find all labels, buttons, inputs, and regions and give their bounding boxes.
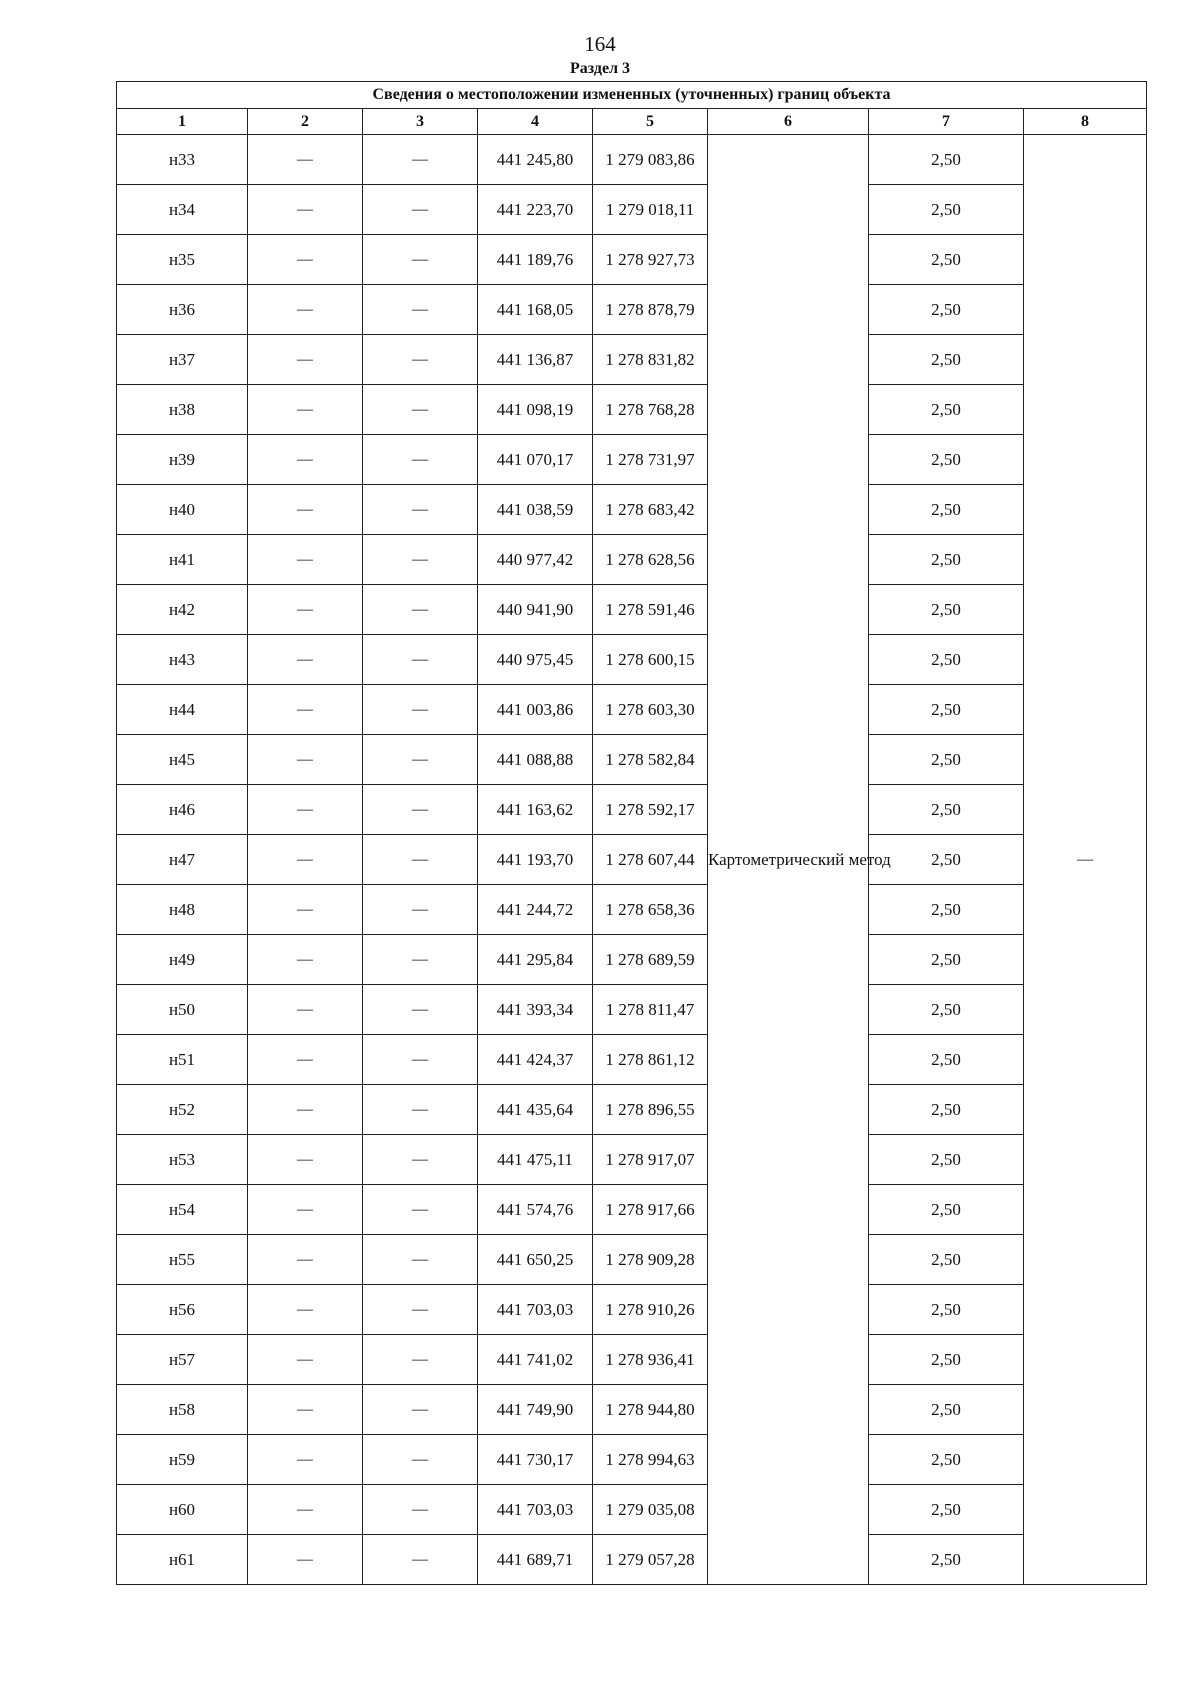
accuracy-cell: 2,50 <box>869 1285 1024 1335</box>
column-2-cell: — <box>248 1285 363 1335</box>
column-3-cell: — <box>363 1185 478 1235</box>
accuracy-cell: 2,50 <box>869 1435 1024 1485</box>
table-row <box>117 1485 1147 1535</box>
point-cell: н39 <box>117 435 248 485</box>
table-row <box>117 1335 1147 1385</box>
y-coordinate-cell: 1 278 927,73 <box>593 235 708 285</box>
y-coordinate-cell: 1 279 018,11 <box>593 185 708 235</box>
table-row <box>117 235 1147 285</box>
accuracy-cell: 2,50 <box>869 1485 1024 1535</box>
y-coordinate-cell: 1 278 603,30 <box>593 685 708 735</box>
table-row <box>117 985 1147 1035</box>
column-number-row <box>117 109 1147 135</box>
column-2-cell: — <box>248 635 363 685</box>
column-2-cell: — <box>248 1435 363 1485</box>
point-cell: н61 <box>117 1535 248 1585</box>
point-cell: н54 <box>117 1185 248 1235</box>
column-2-cell: — <box>248 185 363 235</box>
y-coordinate-cell: 1 278 683,42 <box>593 485 708 535</box>
accuracy-cell: 2,50 <box>869 1035 1024 1085</box>
y-coordinate-cell: 1 278 878,79 <box>593 285 708 335</box>
column-number-8: 8 <box>1024 109 1147 135</box>
column-2-cell: — <box>248 385 363 435</box>
accuracy-cell: 2,50 <box>869 385 1024 435</box>
column-3-cell: — <box>363 535 478 585</box>
point-cell: н48 <box>117 885 248 935</box>
column-2-cell: — <box>248 435 363 485</box>
column-2-cell: — <box>248 1385 363 1435</box>
point-cell: н38 <box>117 385 248 435</box>
table-row <box>117 1185 1147 1235</box>
point-cell: н44 <box>117 685 248 735</box>
column-2-cell: — <box>248 535 363 585</box>
x-coordinate-cell: 441 098,19 <box>478 385 593 435</box>
x-coordinate-cell: 441 424,37 <box>478 1035 593 1085</box>
y-coordinate-cell: 1 279 083,86 <box>593 135 708 185</box>
column-3-cell: — <box>363 1485 478 1535</box>
column-3-cell: — <box>363 1435 478 1485</box>
accuracy-cell: 2,50 <box>869 335 1024 385</box>
column-2-cell: — <box>248 235 363 285</box>
y-coordinate-cell: 1 278 658,36 <box>593 885 708 935</box>
table-row <box>117 185 1147 235</box>
column-3-cell: — <box>363 1135 478 1185</box>
x-coordinate-cell: 441 703,03 <box>478 1285 593 1335</box>
page-number: 164 <box>584 32 616 56</box>
point-cell: н52 <box>117 1085 248 1135</box>
accuracy-cell: 2,50 <box>869 485 1024 535</box>
accuracy-cell: 2,50 <box>869 185 1024 235</box>
table-body <box>117 135 1147 1585</box>
y-coordinate-cell: 1 278 936,41 <box>593 1335 708 1385</box>
table-row <box>117 1085 1147 1135</box>
y-coordinate-cell: 1 278 861,12 <box>593 1035 708 1085</box>
column-2-cell: — <box>248 885 363 935</box>
accuracy-cell: 2,50 <box>869 1235 1024 1285</box>
table-row <box>117 635 1147 685</box>
column-3-cell: — <box>363 1235 478 1285</box>
x-coordinate-cell: 441 070,17 <box>478 435 593 485</box>
column-3-cell: — <box>363 185 478 235</box>
accuracy-cell: 2,50 <box>869 1135 1024 1185</box>
x-coordinate-cell: 441 650,25 <box>478 1235 593 1285</box>
point-cell: н34 <box>117 185 248 235</box>
table-row <box>117 135 1147 185</box>
point-cell: н60 <box>117 1485 248 1535</box>
x-coordinate-cell: 441 689,71 <box>478 1535 593 1585</box>
point-cell: н58 <box>117 1385 248 1435</box>
x-coordinate-cell: 440 941,90 <box>478 585 593 635</box>
column-2-cell: — <box>248 685 363 735</box>
x-coordinate-cell: 441 475,11 <box>478 1135 593 1185</box>
accuracy-cell: 2,50 <box>869 735 1024 785</box>
point-cell: н47 <box>117 835 248 885</box>
x-coordinate-cell: 441 193,70 <box>478 835 593 885</box>
y-coordinate-cell: 1 278 944,80 <box>593 1385 708 1435</box>
column-2-cell: — <box>248 135 363 185</box>
table-row <box>117 735 1147 785</box>
boundary-coordinates-table <box>116 81 1147 1585</box>
accuracy-cell: 2,50 <box>869 1085 1024 1135</box>
column-3-cell: — <box>363 485 478 535</box>
point-cell: н53 <box>117 1135 248 1185</box>
accuracy-cell: 2,50 <box>869 135 1024 185</box>
table-row <box>117 535 1147 585</box>
y-coordinate-cell: 1 278 600,15 <box>593 635 708 685</box>
table-row <box>117 1035 1147 1085</box>
column-2-cell: — <box>248 1035 363 1085</box>
y-coordinate-cell: 1 278 628,56 <box>593 535 708 585</box>
y-coordinate-cell: 1 278 994,63 <box>593 1435 708 1485</box>
column-number-7: 7 <box>869 109 1024 135</box>
column-3-cell: — <box>363 935 478 985</box>
column-3-cell: — <box>363 235 478 285</box>
y-coordinate-cell: 1 278 607,44 <box>593 835 708 885</box>
accuracy-cell: 2,50 <box>869 535 1024 585</box>
x-coordinate-cell: 441 168,05 <box>478 285 593 335</box>
point-cell: н59 <box>117 1435 248 1485</box>
column-3-cell: — <box>363 1285 478 1335</box>
table-row <box>117 335 1147 385</box>
x-coordinate-cell: 441 730,17 <box>478 1435 593 1485</box>
column-8-cell: — <box>1024 135 1147 1585</box>
point-cell: н33 <box>117 135 248 185</box>
x-coordinate-cell: 441 749,90 <box>478 1385 593 1435</box>
point-cell: н51 <box>117 1035 248 1085</box>
x-coordinate-cell: 441 295,84 <box>478 935 593 985</box>
column-3-cell: — <box>363 335 478 385</box>
y-coordinate-cell: 1 278 896,55 <box>593 1085 708 1135</box>
accuracy-cell: 2,50 <box>869 1335 1024 1385</box>
table-row <box>117 585 1147 635</box>
accuracy-cell: 2,50 <box>869 635 1024 685</box>
column-2-cell: — <box>248 985 363 1035</box>
y-coordinate-cell: 1 279 035,08 <box>593 1485 708 1535</box>
method-cell: Картометрический метод <box>708 135 869 1585</box>
column-2-cell: — <box>248 935 363 985</box>
point-cell: н50 <box>117 985 248 1035</box>
column-3-cell: — <box>363 135 478 185</box>
column-2-cell: — <box>248 1485 363 1535</box>
table-row <box>117 885 1147 935</box>
table-row <box>117 935 1147 985</box>
accuracy-cell: 2,50 <box>869 1185 1024 1235</box>
column-3-cell: — <box>363 1085 478 1135</box>
accuracy-cell: 2,50 <box>869 835 1024 885</box>
accuracy-cell: 2,50 <box>869 685 1024 735</box>
accuracy-cell: 2,50 <box>869 235 1024 285</box>
y-coordinate-cell: 1 278 909,28 <box>593 1235 708 1285</box>
point-cell: н49 <box>117 935 248 985</box>
x-coordinate-cell: 441 245,80 <box>478 135 593 185</box>
table-row <box>117 485 1147 535</box>
point-cell: н35 <box>117 235 248 285</box>
y-coordinate-cell: 1 278 689,59 <box>593 935 708 985</box>
x-coordinate-cell: 441 703,03 <box>478 1485 593 1535</box>
table-row <box>117 385 1147 435</box>
column-2-cell: — <box>248 285 363 335</box>
column-3-cell: — <box>363 435 478 485</box>
x-coordinate-cell: 440 977,42 <box>478 535 593 585</box>
column-number-4: 4 <box>478 109 593 135</box>
y-coordinate-cell: 1 278 910,26 <box>593 1285 708 1335</box>
column-number-2: 2 <box>248 109 363 135</box>
table-row <box>117 1385 1147 1435</box>
table-row <box>117 785 1147 835</box>
accuracy-cell: 2,50 <box>869 1535 1024 1585</box>
point-cell: н46 <box>117 785 248 835</box>
column-number-3: 3 <box>363 109 478 135</box>
table-caption: Сведения о местоположении измененных (уточненных) границ объекта <box>117 82 1147 109</box>
column-3-cell: — <box>363 1335 478 1385</box>
column-2-cell: — <box>248 735 363 785</box>
column-3-cell: — <box>363 1035 478 1085</box>
column-2-cell: — <box>248 1335 363 1385</box>
column-number-5: 5 <box>593 109 708 135</box>
column-2-cell: — <box>248 1235 363 1285</box>
accuracy-cell: 2,50 <box>869 285 1024 335</box>
point-cell: н36 <box>117 285 248 335</box>
column-2-cell: — <box>248 585 363 635</box>
table-row <box>117 435 1147 485</box>
table-row <box>117 1235 1147 1285</box>
point-cell: н55 <box>117 1235 248 1285</box>
column-3-cell: — <box>363 385 478 435</box>
column-2-cell: — <box>248 485 363 535</box>
y-coordinate-cell: 1 278 811,47 <box>593 985 708 1035</box>
y-coordinate-cell: 1 278 917,66 <box>593 1185 708 1235</box>
column-number-6: 6 <box>708 109 869 135</box>
accuracy-cell: 2,50 <box>869 785 1024 835</box>
point-cell: н45 <box>117 735 248 785</box>
column-3-cell: — <box>363 285 478 335</box>
table-row <box>117 835 1147 885</box>
column-3-cell: — <box>363 735 478 785</box>
column-3-cell: — <box>363 685 478 735</box>
y-coordinate-cell: 1 278 831,82 <box>593 335 708 385</box>
x-coordinate-cell: 441 393,34 <box>478 985 593 1035</box>
section-title: Раздел 3 <box>569 60 631 77</box>
table-row <box>117 1535 1147 1585</box>
column-2-cell: — <box>248 1535 363 1585</box>
column-3-cell: — <box>363 1385 478 1435</box>
y-coordinate-cell: 1 279 057,28 <box>593 1535 708 1585</box>
column-3-cell: — <box>363 635 478 685</box>
point-cell: н43 <box>117 635 248 685</box>
column-3-cell: — <box>363 585 478 635</box>
column-2-cell: — <box>248 785 363 835</box>
x-coordinate-cell: 441 574,76 <box>478 1185 593 1235</box>
point-cell: н57 <box>117 1335 248 1385</box>
x-coordinate-cell: 441 088,88 <box>478 735 593 785</box>
column-3-cell: — <box>363 785 478 835</box>
point-cell: н37 <box>117 335 248 385</box>
table-caption-row <box>117 82 1147 109</box>
table-row <box>117 685 1147 735</box>
x-coordinate-cell: 441 435,64 <box>478 1085 593 1135</box>
x-coordinate-cell: 441 136,87 <box>478 335 593 385</box>
column-3-cell: — <box>363 885 478 935</box>
x-coordinate-cell: 441 003,86 <box>478 685 593 735</box>
y-coordinate-cell: 1 278 731,97 <box>593 435 708 485</box>
accuracy-cell: 2,50 <box>869 435 1024 485</box>
point-cell: н41 <box>117 535 248 585</box>
y-coordinate-cell: 1 278 592,17 <box>593 785 708 835</box>
accuracy-cell: 2,50 <box>869 985 1024 1035</box>
accuracy-cell: 2,50 <box>869 935 1024 985</box>
column-2-cell: — <box>248 1135 363 1185</box>
y-coordinate-cell: 1 278 591,46 <box>593 585 708 635</box>
point-cell: н40 <box>117 485 248 535</box>
column-2-cell: — <box>248 335 363 385</box>
column-2-cell: — <box>248 1085 363 1135</box>
point-cell: н56 <box>117 1285 248 1335</box>
accuracy-cell: 2,50 <box>869 585 1024 635</box>
x-coordinate-cell: 441 163,62 <box>478 785 593 835</box>
y-coordinate-cell: 1 278 768,28 <box>593 385 708 435</box>
column-2-cell: — <box>248 1185 363 1235</box>
y-coordinate-cell: 1 278 582,84 <box>593 735 708 785</box>
column-3-cell: — <box>363 835 478 885</box>
accuracy-cell: 2,50 <box>869 885 1024 935</box>
column-3-cell: — <box>363 985 478 1035</box>
table-row <box>117 285 1147 335</box>
accuracy-cell: 2,50 <box>869 1385 1024 1435</box>
point-cell: н42 <box>117 585 248 635</box>
x-coordinate-cell: 441 038,59 <box>478 485 593 535</box>
x-coordinate-cell: 440 975,45 <box>478 635 593 685</box>
x-coordinate-cell: 441 223,70 <box>478 185 593 235</box>
column-number-1: 1 <box>117 109 248 135</box>
table-row <box>117 1135 1147 1185</box>
x-coordinate-cell: 441 244,72 <box>478 885 593 935</box>
table-row <box>117 1435 1147 1485</box>
x-coordinate-cell: 441 741,02 <box>478 1335 593 1385</box>
column-2-cell: — <box>248 835 363 885</box>
x-coordinate-cell: 441 189,76 <box>478 235 593 285</box>
column-3-cell: — <box>363 1535 478 1585</box>
table-row <box>117 1285 1147 1335</box>
y-coordinate-cell: 1 278 917,07 <box>593 1135 708 1185</box>
